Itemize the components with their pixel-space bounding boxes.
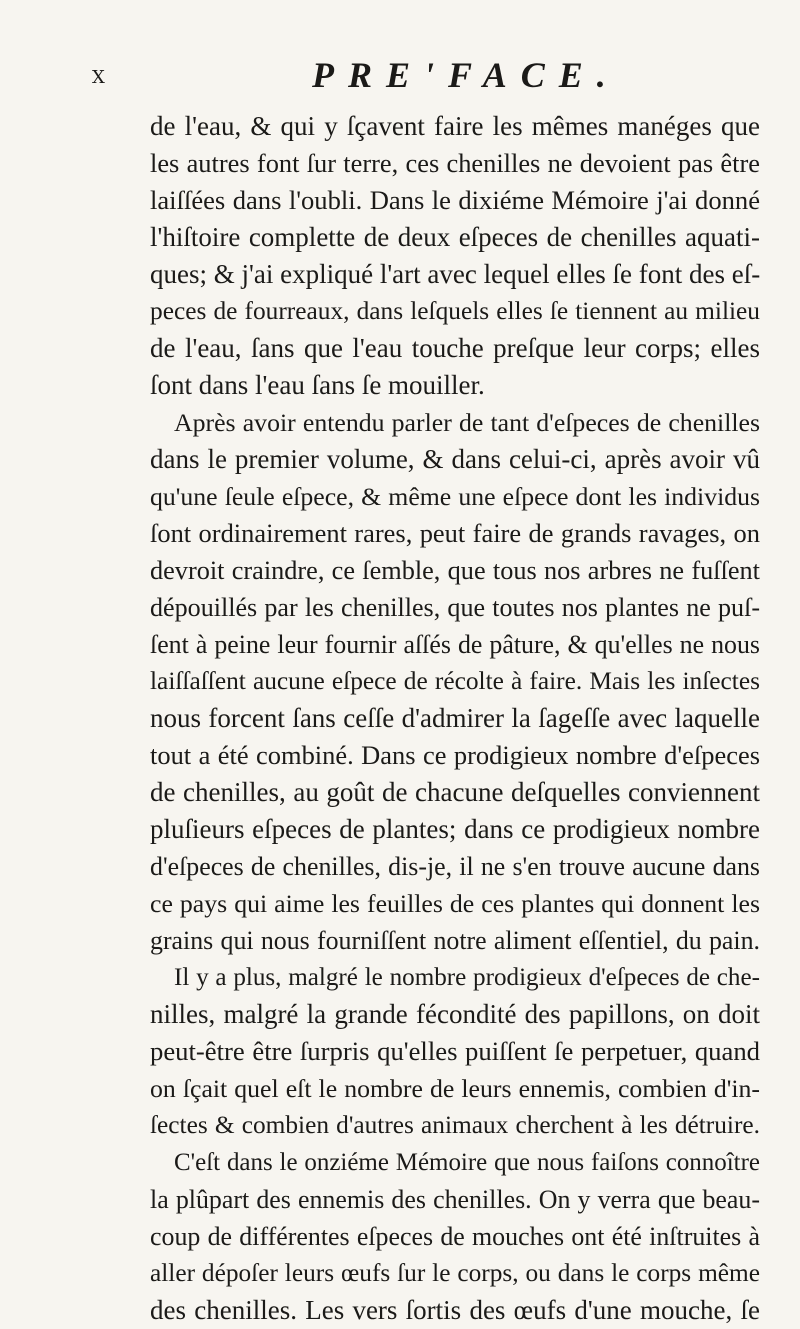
text-line: coup de différentes eſpeces de mouches ont été inſtruites à	[150, 1222, 760, 1251]
running-head	[92, 54, 760, 94]
text-line: on ſçait quel eſt le nombre de leurs ennemis, combien d'in-	[150, 1074, 760, 1103]
body-text	[150, 108, 760, 1329]
text-line: devroit craindre, ce ſemble, que tous nos arbres ne fuſſent	[150, 556, 760, 585]
text-line: de l'eau, ſans que l'eau touche preſque leur corps; elles	[150, 333, 760, 363]
text-line: dépouillés par les chenilles, que toutes nos plantes ne puſ-	[150, 593, 760, 622]
text-line: Après avoir entendu parler de tant d'eſpeces de chenilles	[174, 408, 760, 437]
text-line: Il y a plus, malgré le nombre prodigieux d'eſpeces de che-	[174, 964, 760, 991]
running-title: PRE'FACE.	[312, 55, 620, 95]
text-line: tout a été combiné. Dans ce prodigieux nombre d'eſpeces	[150, 740, 760, 770]
text-line: ſont ordinairement rares, peut faire de grands ravages, on	[150, 518, 760, 548]
text-line: C'eſt dans le onziéme Mémoire que nous faiſons connoître	[174, 1149, 760, 1176]
text-line: laiſſaſſent aucune eſpece de récolte à faire. Mais les inſectes	[150, 667, 760, 695]
text-line: pluſieurs eſpeces de plantes; dans ce prodigieux nombre	[150, 814, 760, 844]
text-line: ſont dans l'eau ſans ſe mouiller.	[150, 370, 485, 400]
text-line: peut-être être ſurpris qu'elles puiſſent ſe perpetuer, quand	[150, 1036, 760, 1066]
text-line: des chenilles. Les vers ſortis des œufs d'une mouche, ſe	[150, 1295, 760, 1325]
text-line: les autres font ſur terre, ces chenilles ne devoient pas être	[150, 148, 760, 178]
text-line: ſent à peine leur fournir aſſés de pâture, & qu'elles ne nous	[150, 630, 760, 659]
text-line: nous forcent ſans ceſſe d'admirer la ſageſſe avec laquelle	[150, 703, 760, 733]
text-line: dans le premier volume, & dans celui-ci, après avoir vû	[150, 444, 760, 474]
text-line: ques; & j'ai expliqué l'art avec lequel elles ſe font des eſ-	[150, 259, 761, 289]
text-line: de chenilles, au goût de chacune deſquelles conviennent	[150, 777, 760, 807]
text-line: l'hiſtoire complette de deux eſpeces de chenilles aquati-	[150, 222, 760, 252]
text-line: peces de fourreaux, dans leſquels elles ſe tiennent au milieu	[150, 297, 760, 325]
text-line: qu'une ſeule eſpece, & même une eſpece dont les individus	[150, 482, 760, 511]
text-line: ce pays qui aime les feuilles de ces plantes qui donnent les	[150, 889, 760, 918]
page-number: x	[92, 60, 106, 90]
text-line: nilles, malgré la grande fécondité des papillons, on doit	[150, 999, 760, 1029]
text-line: aller dépoſer leurs œufs ſur le corps, ou dans le corps même	[150, 1259, 760, 1287]
text-line: ſectes & combien d'autres animaux cherchent à les détruire.	[150, 1111, 760, 1139]
text-line: grains qui nous fourniſſent notre aliment eſſentiel, du pain.	[150, 926, 760, 955]
text-line: la plûpart des ennemis des chenilles. On y verra que beau-	[150, 1185, 760, 1214]
text-line: d'eſpeces de chenilles, dis-je, il ne s'en trouve aucune dans	[150, 852, 760, 881]
text-line: laiſſées dans l'oubli. Dans le dixiéme Mémoire j'ai donné	[150, 185, 760, 215]
text-line: de l'eau, & qui y ſçavent faire les mêmes manéges que	[150, 111, 760, 141]
